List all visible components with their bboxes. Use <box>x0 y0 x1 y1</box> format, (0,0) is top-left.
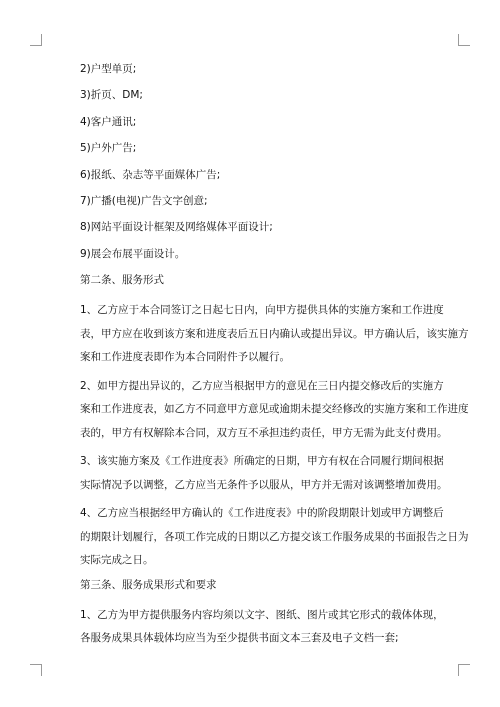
paragraph-line: 案和工作进度表即作为本合同附件予以履行。 <box>80 351 290 364</box>
paragraph-line: 的期限计划履行，各项工作完成的日期以乙方提交该工作服务成果的书面报告之日为 <box>80 530 469 543</box>
paragraph <box>80 502 469 573</box>
list-item: 4)客户通讯; <box>80 115 137 128</box>
paragraph-line: 4、乙方应当根据经甲方确认的《工作进度表》中的阶段期限计划或甲方调整后 <box>80 507 444 520</box>
paragraph-line: 实际情况予以调整，乙方应当无条件予以服从，甲方并无需对该调整增加费用。 <box>80 478 448 491</box>
paragraph-line: 案和工作进度表，如乙方不同意甲方意见或逾期未提交经修改的实施方案和工作进度 <box>80 403 469 416</box>
paragraph <box>80 604 444 651</box>
crop-mark-top-right-v <box>458 34 459 46</box>
list-item: 9)展会布展平面设计。 <box>80 247 186 260</box>
crop-mark-bottom-right-v <box>458 664 459 676</box>
paragraph-line: 表的，甲方有权解除本合同，双方互不承担违约责任，甲方无需为此支付费用。 <box>80 426 448 439</box>
list-item: 5)户外广告; <box>80 142 137 155</box>
paragraph-line: 1、乙方为甲方提供服务内容均须以文字、图纸、图片或其它形式的载体体现， <box>80 608 444 621</box>
crop-mark-top-right-h <box>458 45 470 46</box>
list-item: 2)户型单页; <box>80 63 137 75</box>
paragraph-line: 表，甲方应在收到该方案和进度表后五日内确认或提出异议。甲方确认后，该实施方 <box>80 327 469 340</box>
paragraph-line: 2、如甲方提出异议的，乙方应当根据甲方的意见在三日内提交修改后的实施方 <box>80 379 444 392</box>
document-body <box>80 62 469 656</box>
list-item: 6)报纸、杂志等平面媒体广告; <box>80 168 221 181</box>
list-item: 7)广播(电视)广告文字创意; <box>80 194 208 207</box>
section-heading: 第三条、服务成果形式和要求 <box>80 578 217 591</box>
paragraph-line: 1、乙方应于本合同签订之日起七日内，向甲方提供具体的实施方案和工作进度 <box>80 304 444 317</box>
crop-mark-bottom-right-h <box>458 664 470 665</box>
list-item: 3)折页、DM; <box>80 89 143 102</box>
crop-mark-bottom-left-v <box>41 664 42 676</box>
paragraph <box>80 450 448 497</box>
crop-mark-top-left-v <box>41 34 42 46</box>
paragraph-line: 实际完成之日。 <box>80 554 154 567</box>
list-item: 8)网站平面设计框架及网络媒体平面设计; <box>80 221 273 234</box>
section-heading: 第二条、服务形式 <box>80 274 164 287</box>
paragraph-line: 3、该实施方案及《工作进度表》所确定的日期，甲方有权在合同履行期间根据 <box>80 455 444 468</box>
paragraph <box>80 375 469 446</box>
paragraph <box>80 299 469 370</box>
paragraph-line: 各服务成果具体载体均应当为至少提供书面文本三套及电子文档一套; <box>80 632 399 645</box>
